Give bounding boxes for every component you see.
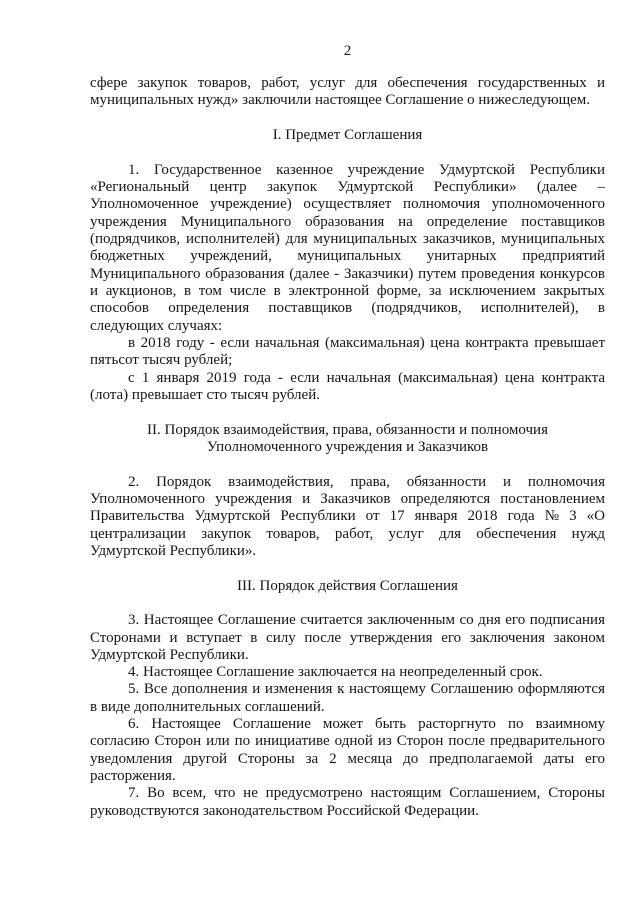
text-line: 6. Настоящее Соглашение может быть расторгнуто по взаимному (128, 716, 605, 733)
text-line: муниципальных нужд» заключили настоящее Соглашение о нижеследующем. (90, 92, 591, 109)
clause-1 (90, 162, 605, 335)
clause-2 (90, 474, 605, 561)
section-heading (90, 127, 605, 144)
text-line: способов определения поставщиков (подрядчиков, исполнителей), в (90, 300, 605, 317)
page-number: 2 (343, 43, 352, 59)
text-line: и аукционов, в том числе в электронной форме, за исключением закрытых (90, 282, 605, 299)
text-line: Удмуртской Республики. (90, 646, 249, 663)
heading-line: I. Предмет Соглашения (272, 126, 423, 143)
clause-6 (90, 716, 605, 785)
section-3-validity (90, 578, 605, 821)
text-line: Уполномоченного учреждения и Заказчиков определяются постановлением (90, 490, 605, 507)
text-line: Уполномоченное учреждение) осуществляет полномочия уполномоченного (90, 196, 605, 213)
text-line: (подрядчиков, исполнителей) для муниципальных заказчиков, муниципальных (90, 230, 605, 247)
clause-7 (90, 785, 605, 820)
text-line: в 2018 году - если начальная (максимальная) цена контракта превышает (128, 334, 605, 351)
text-line: «Региональный центр закупок Удмуртской Республики» (далее – (90, 178, 605, 195)
heading-line: Уполномоченного учреждения и Заказчиков (206, 438, 489, 455)
intro-paragraph (90, 75, 605, 110)
heading-line: II. Порядок взаимодействия, права, обязанности и полномочия (147, 421, 548, 438)
text-line: пятьсот тысяч рублей; (90, 352, 233, 369)
document-body (90, 75, 605, 820)
section-1-subject (90, 127, 605, 404)
text-line: централизации закупок товаров, работ, услуг для обеспечения нужд (90, 525, 605, 542)
text-line: сфере закупок товаров, работ, услуг для обеспечения государственных и (90, 75, 605, 91)
text-line: (лота) превышает сто тысяч рублей. (90, 386, 320, 403)
text-line: Муниципального образования (далее - Заказчики) путем проведения конкурсов (90, 265, 605, 282)
text-line: согласию Сторон или по инициативе одной из Сторон после предварительного (90, 733, 605, 750)
text-line: в виде дополнительных соглашений. (90, 698, 325, 715)
clause-4 (90, 664, 605, 681)
heading-line: III. Порядок действия Соглашения (237, 577, 458, 594)
clause-5 (90, 681, 605, 716)
clause-1-case-2018 (90, 335, 605, 370)
text-line: учреждения Муниципального образования на определение поставщиков (90, 213, 605, 230)
text-line: 1. Государственное казенное учреждение Удмуртской Республики (128, 161, 605, 178)
text-line: 2. Порядок взаимодействия, права, обязанности и полномочия (128, 473, 605, 490)
text-line: 7. Во всем, что не предусмотрено настоящим Соглашением, Стороны (128, 785, 605, 802)
text-line: бюджетных учреждений, муниципальных унитарных предприятий (90, 248, 605, 265)
text-line: руководствуются законодательством Российской Федерации. (90, 802, 479, 819)
clause-3 (90, 612, 605, 664)
text-line: Правительства Удмуртской Республики от 17 января 2018 года № 3 «О (90, 508, 605, 525)
text-line: расторжения. (90, 768, 176, 785)
text-line: 5. Все дополнения и изменения к настоящему Соглашению оформляются (128, 681, 605, 698)
section-heading (90, 422, 605, 457)
text-line: Удмуртской Республики». (90, 542, 257, 559)
text-line: 4. Настоящее Соглашение заключается на неопределенный срок. (128, 664, 543, 681)
text-line: с 1 января 2019 года - если начальная (максимальная) цена контракта (128, 369, 605, 386)
text-line: Сторонами и вступает в силу после утверждения его заключения законом (90, 629, 605, 646)
section-heading (90, 578, 605, 595)
section-2-interaction (90, 422, 605, 561)
text-line: 3. Настоящее Соглашение считается заключенным со дня его подписания (128, 612, 605, 629)
text-line: следующих случаях: (90, 317, 223, 334)
clause-1-case-2019 (90, 370, 605, 405)
text-line: уведомления другой Стороны за 2 месяца до предполагаемой даты его (90, 750, 605, 767)
